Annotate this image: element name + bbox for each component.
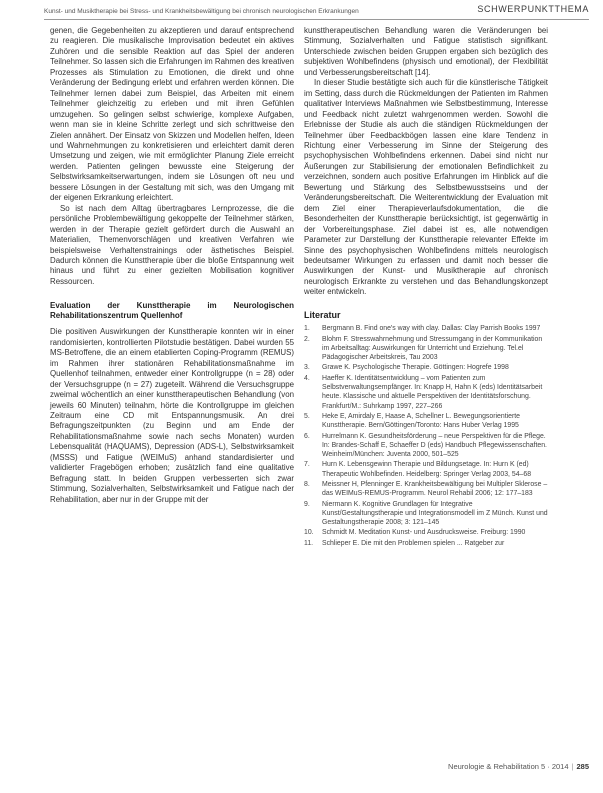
running-title: Kunst- und Musiktherapie bei Stress- und Krankheitsbewältigung bei chronisch neurologischen Erkrankungen (44, 8, 359, 15)
header-divider (44, 19, 589, 20)
reference-number: 11. (304, 539, 314, 547)
reference-item (304, 335, 548, 363)
reference-number: 6. (304, 432, 310, 440)
reference-text: Haeffer K. Identitätsentwicklung – vom Patienten zum Selbstverwaltungsempfänger. In: Knapp H, Hahn K (eds) Identitätsarbeit heute. Klassische und aktuelle Perspektiven der Identitätsforschung. Frankfurt/M.: Suhrkamp 1997, 227–266 (322, 374, 543, 410)
body-paragraph: In dieser Studie bestätigte sich auch für die künstlerische Tätigkeit im Setting, dass durch die Rückmeldungen der Patienten im Rahmen qualitativer Interviews Maßnahmen wie Selbstbestimmung, Interesse und Feedback nicht zuletzt wahrgenommen werden. Sowohl die Erlebnisse der Studie als auch die ständigen Rückmeldungen der Teilnehmer über Feedbackbögen lassen eine klare Tendenz in Richtung einer Verbesserung im Sinne der Steigerung des psychophysischen Wohlbefindens erkennen. Dabei sind nicht nur Äußerungen zur Stabilisierung der emotionalen Befindlichkeit zu verzeichnen, sondern auch positive Erfahrungen im Hinblick auf die Bewertung und Stärkung des Selbstbewusstseins und der Veränderungsbereitschaft. Die Weiterentwicklung der Evaluation mit dem Ziel einer Therapieverlaufsdokumentation, die die Besonderheiten der Kunsttherapie berücksichtigt, ist gegenwärtig in der Vorbereitungsphase. Ziel dabei ist es, alle notwendigen Parameter zur Darstellung der Kunsttherapie relevanter Effekte im Sinne des psychophysischen Wohlbefindens mittels neurologisch bedeutsamer Wirkungen zu erfassen und damit noch besser die Auswirkungen der Kunst- und Musiktherapie auf chronisch neurologisch Erkrankte zu verstehen und das Behandlungskonzept weiter entwickeln. (304, 78, 548, 297)
page-footer (448, 762, 589, 771)
reference-item (304, 539, 548, 548)
body-paragraph: genen, die Gegebenheiten zu akzeptieren und darauf entsprechend zu reagieren. Die musikalische Improvisation bedeutet ein aktives Zuhören und die sensible Reaktion auf das Spiel der anderen Teilnehmer. So lassen sich die Erfahrungen im Rahmen des kreativen Prozesses als Stimulation zu Emotionen, die direkt und ohne Veränderung der Bedingung erlebt und erfahren werden können. Die Teilnehmer lernen dabei zum Beispiel, das Arbeiten mit einem Teilnehmer gleichzeitig zu erleben und mit ihren Gefühlen umzugehen. So gelingen selbst schwierige, komplexe Aufgaben, wenn man sie in kleine Schritte zerlegt und sich schrittweise den Zielen annähert. Der Einsatz von Skizzen und Modellen helfen, Ideen und Wahrnehmungen zu konkretisieren und erleichtert damit deren Umsetzung und zeigen, wie mit ermöglichter Planung Ziele erreicht werden. Patienten gelingen bewusste eine Steigerung der Selbstwirksamkeitserwartungen, indem sie Lösungen oft neu und bessere Lösungen in der Gestaltung mit sich, was den Umgang mit der eigenen Erkrankung erleichtert. (50, 26, 294, 203)
literature-heading: Literatur (304, 309, 341, 320)
reference-number: 8. (304, 480, 310, 488)
section-label: SCHWERPUNKTTHEMA (477, 4, 589, 14)
page-number: 285 (576, 762, 589, 771)
reference-item (304, 432, 548, 460)
journal-name: Neurologie & Rehabilitation 5 · 2014 (448, 762, 569, 771)
reference-number: 2. (304, 335, 310, 343)
reference-item (304, 324, 548, 333)
reference-text: Bergmann B. Find one's way with clay. Dallas: Clay Parrish Books 1997 (322, 325, 541, 333)
reference-text: Grawe K. Psychologische Therapie. Göttingen: Hogrefe 1998 (322, 364, 509, 372)
page-header (0, 0, 603, 24)
reference-text: Niermann K. Kognitive Grundlagen für Integrative Kunst/Gestaltungstherapie und Integrationsmodell im Z Münch. Kunst und Gestaltungstherapie 2008; 3: 121–145 (322, 500, 548, 527)
reference-item (304, 363, 548, 372)
reference-text: Heke E, Amirdaly E, Haase A, Schellner L. Bewegungsorientierte Kunsttherapie. Bern/Göttingen/Toronto: Hans Huber Verlag 1995 (322, 412, 521, 430)
reference-text: Hurn K. Lebensgewinn Therapie und Bildungsetage. In: Hurn K (ed) Therapeutic Wohlbefinden. Heidelberg: Springer Verlag 2003, 54–68 (322, 461, 532, 478)
left-column (50, 26, 294, 505)
reference-item (304, 374, 548, 411)
reference-item (304, 460, 548, 479)
reference-text: Schlieper E. Die mit den Problemen spielen ... Ratgeber zur (322, 539, 505, 547)
reference-number: 10. (304, 529, 314, 537)
reference-number: 5. (304, 412, 310, 420)
reference-item (304, 500, 548, 528)
reference-item (304, 412, 548, 431)
reference-number: 3. (304, 364, 310, 372)
reference-item (304, 528, 548, 537)
reference-list (304, 324, 548, 548)
reference-item (304, 480, 548, 499)
right-column (304, 26, 548, 549)
reference-text: Hurrelmann K. Gesundheitsförderung – neue Perspektiven für die Pflege. In: Brandes-Schaff E, Schaeffer D (eds) Handbuch Pflegewissenschaften. Weinheim/München: Juventa 2000, 501–525 (322, 432, 547, 459)
reference-number: 9. (304, 500, 310, 508)
reference-text: Schmidt M. Meditation Kunst- und Ausdrucksweise. Freiburg: 1990 (322, 529, 526, 537)
section-heading: Evaluation der Kunsttherapie im Neurologischen Rehabilitationszentrum Quellenhof (50, 301, 294, 321)
reference-text: Meissner H, Pfenninger E. Krankheitsbewältigung bei Multipler Sklerose – das WEIMuS-REMUS-Programm. Neurol Rehabil 2006; 12: 177–183 (322, 480, 548, 498)
footer-separator: | (571, 762, 574, 771)
body-paragraph: kunsttherapeutischen Behandlung waren die Veränderungen bei Stimmung, Sozialverhalten und Fatigue statistisch signifikant. Unterschiede zwischen beiden Gruppen ergaben sich bezüglich des subjektiven Wohlbefindens (physisch und emotional), der Flexibilität und Verbesserungsbereitschaft [14]. (304, 26, 548, 77)
reference-number: 4. (304, 374, 310, 382)
body-paragraph: Die positiven Auswirkungen der Kunsttherapie konnten wir in einer randomisierten, kontrollierten Pilotstudie bestätigen. Dabei wurden 55 MS-Betroffene, die an einem etablierten Coping-Programm (REMUS) im Rahmen ihrer stationären Rehabilitationsmaßnahme im Quellenhof teilnahmen, entweder einer Kontrollgruppe (n = 28) oder der Versuchsgruppe (n = 27) zugeteilt. Während die Versuchsgruppe zweimal wöchentlich an einer kunsttherapeutischen Behandlung (von jeweils 60 Minuten) teilnahm, hörte die Kontrollgruppe im gleichen Zeitraum eine CD mit Entspannungsmusik. An drei Befragungszeitpunkten (zu Beginn und am Ende der Rehabilitationsmaßnahme sowie nach sechs Monaten) wurden Lebensqualität (HAQUAMS), Depression (ADS-L), Selbstwirksamkeit (MSSS) und Fatigue (WEIMuS) anhand standardisierter und validierter Fragebögen erhoben; zusätzlich fand eine qualitative Befragung statt. In beiden Gruppen verbesserten sich zwar Stimmung, Sozialverhalten, Selbstwirksamkeit und Fatigue nach der Rehabilitation, aber nur in der Gruppe mit der (50, 327, 294, 504)
reference-number: 7. (304, 461, 310, 469)
reference-number: 1. (304, 325, 310, 333)
reference-text: Blohm F. Stresswahrnehmung und Stressumgang in der Kommunikation im Arbeitsalltag: Auswirkungen für Unterricht und Erziehung. Tel.el Pädagogischer Arbeitskreis, Tau 2003 (322, 335, 543, 362)
body-paragraph: So ist nach dem Alltag übertragbares Lernprozesse, die die persönliche Problembewältigung gekoppelte der Teilnehmer stärken, werden in der Therapie gezielt gefördert durch die Auswahl an Materialien, Themenvorschlägen und kreativen Verfahren wie beispielsweise Verhaltenstrainings oder ästhetisches Beispiel. Dadurch können die Kunsttherapie über die bloße Entspannung weit hinaus und führt zu einer gezielten Mobilisation kognitiver Ressourcen. (50, 203, 294, 286)
